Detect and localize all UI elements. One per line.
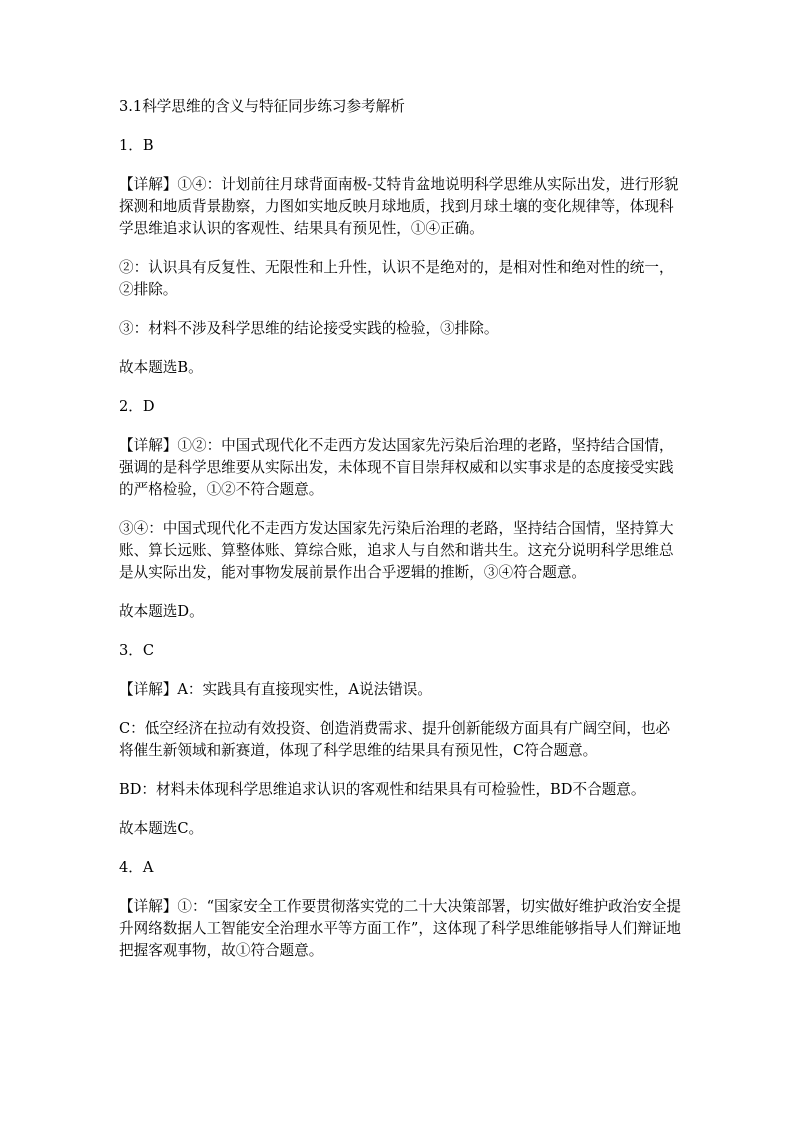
question-2-explanation-1: 【详解】①②：中国式现代化不走西方发达国家先污染后治理的老路，坚持结合国情，强调的是科学思维要从实际出发，未体现不盲目崇拜权威和以实事求是的态度接受实践的严格检验，①②不符合题意。 [119,437,674,498]
document-title: 3.1科学思维的含义与特征同步练习参考解析 [119,98,405,115]
question-3-answer: 3．C [119,642,155,659]
question-3-explanation-3: BD：材料未体现科学思维追求认识的客观性和结果具有可检验性，BD不合题意。 [119,781,646,798]
question-2-explanation-2: ③④：中国式现代化不走西方发达国家先污染后治理的老路，坚持结合国情，坚持算大账、算长远账、算整体账、算综合账，追求人与自然和谐共生。这充分说明科学思维总是从实际出发，能对事物发展前景作出合乎逻辑的推断，③④符合题意。 [119,520,674,581]
question-1-explanation-1: 【详解】①④：计划前往月球背面南极-艾特肯盆地说明科学思维从实际出发，进行形貌探测和地质背景勘察，力图如实地反映月球地质，找到月球土壤的变化规律等，体现科学思维追求认识的客观性、结果具有预见性，①④正确。 [119,176,679,237]
document-content [119,96,684,979]
question-1-answer: 1．B [119,137,154,154]
question-2-conclusion: 故本题选D。 [119,603,204,620]
question-1-explanation-3: ③：材料不涉及科学思维的结论接受实践的检验，③排除。 [119,320,499,337]
question-1-conclusion: 故本题选B。 [119,359,203,376]
question-4-answer: 4．A [119,859,154,876]
question-3-explanation-1: 【详解】A：实践具有直接现实性，A说法错误。 [119,681,432,698]
question-1-explanation-2: ②：认识具有反复性、无限性和上升性，认识不是绝对的，是相对性和绝对性的统一，②排除。 [119,259,674,298]
question-3-explanation-2: C：低空经济在拉动有效投资、创造消费需求、提升创新能级方面具有广阔空间，也必将催生新领域和新赛道，体现了科学思维的结果具有预见性，C符合题意。 [119,720,671,759]
question-3-conclusion: 故本题选C。 [119,820,204,837]
question-4-explanation-1: 【详解】①：“国家安全工作要贯彻落实党的二十大决策部署，切实做好维护政治安全提升网络数据人工智能安全治理水平等方面工作”，这体现了科学思维能够指导人们辩证地把握客观事物，故①符合题意。 [119,898,682,959]
question-2-answer: 2．D [119,398,155,415]
